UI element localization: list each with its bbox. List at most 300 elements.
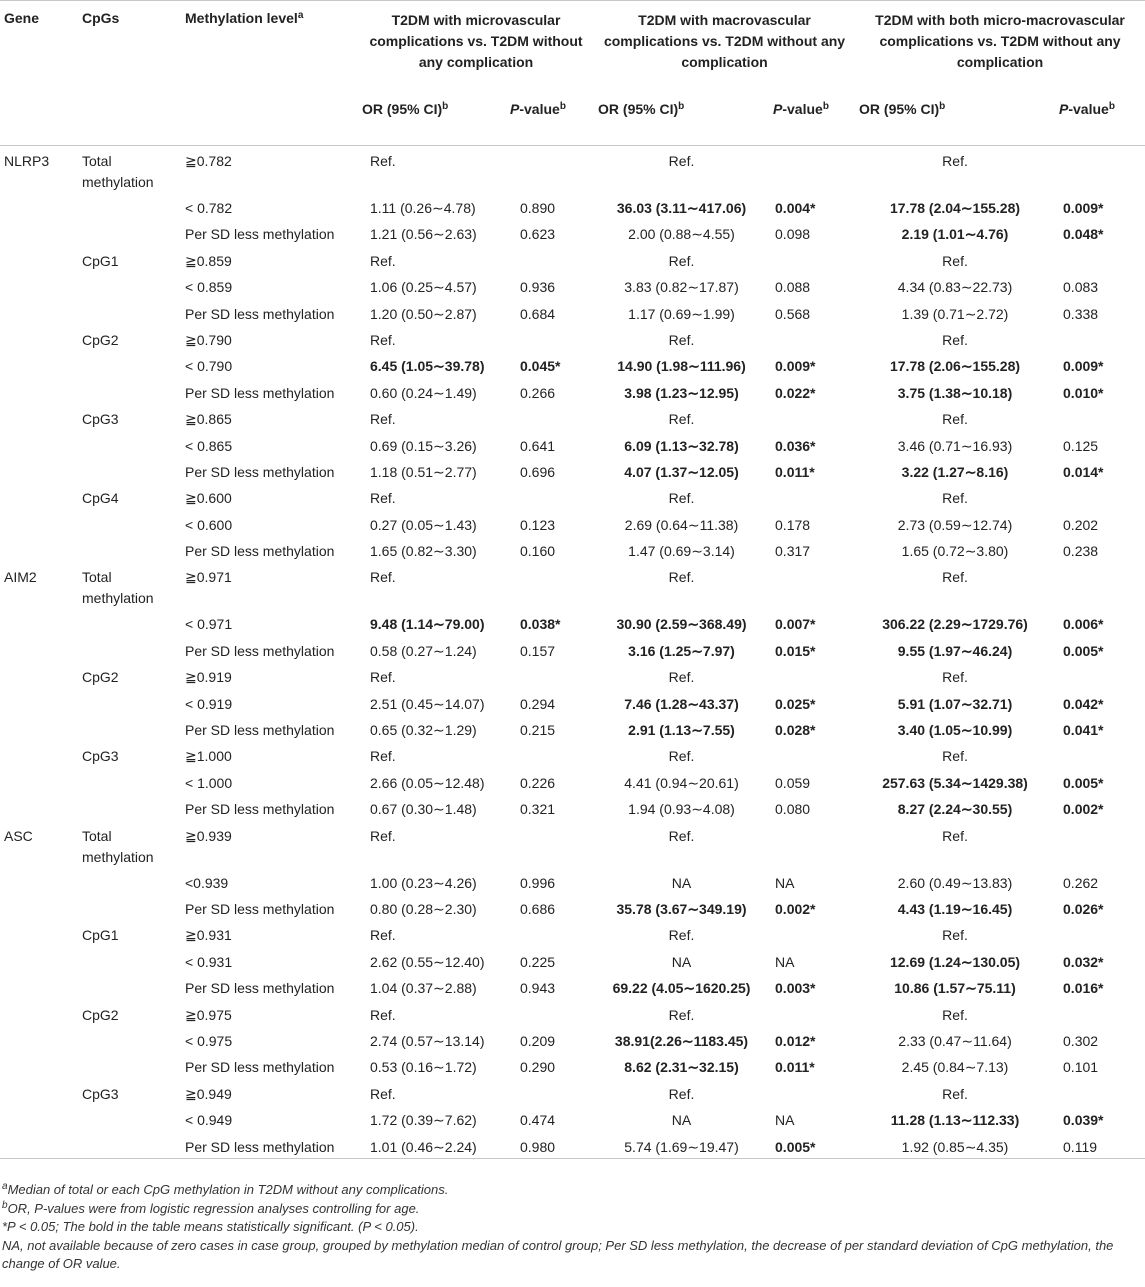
cpg-cell: Total methylation xyxy=(82,827,154,865)
methylation-level-cell: Per SD less methylation xyxy=(181,1132,358,1159)
gene-cell xyxy=(0,741,78,767)
both-or-cell: Ref. xyxy=(942,927,968,944)
p-label-rest: -value xyxy=(519,100,560,117)
cpg-cell xyxy=(78,299,181,325)
footnote-text: NA, not available because of zero cases in case group, grouped by methylation median of control group; Per SD less methylation, the decrease of per standard deviation of CpG methylation, the change of OR value. xyxy=(2,1237,1114,1271)
macro-or-cell: 35.78 (3.67∼349.19) xyxy=(616,900,747,917)
table-row xyxy=(0,1132,1145,1159)
micro-or-cell: Ref. xyxy=(370,669,396,686)
cpg-cell: CpG1 xyxy=(82,252,119,269)
macro-or-cell: 4.07 (1.37∼12.05) xyxy=(624,463,739,480)
macro-p-cell: 0.012* xyxy=(775,1032,816,1049)
gene-cell xyxy=(0,378,78,404)
gene-cell xyxy=(0,351,78,377)
methylation-level-cell: < 0.782 xyxy=(185,200,233,216)
methylation-level-cell: Per SD less methylation xyxy=(185,801,335,818)
gene-cell xyxy=(0,1132,78,1159)
both-or-cell: 1.92 (0.85∼4.35) xyxy=(855,1132,1055,1159)
cpg-cell: Total methylation xyxy=(82,569,154,607)
methylation-level-cell: Per SD less methylation xyxy=(185,900,335,917)
table-row xyxy=(0,868,1145,894)
macro-p-cell: NA xyxy=(775,953,795,970)
both-p-cell xyxy=(1055,246,1145,272)
both-p-cell xyxy=(1055,325,1145,351)
gene-cell xyxy=(0,272,78,298)
table-row xyxy=(0,920,1145,946)
macro-or-cell: 1.17 (0.69∼1.99) xyxy=(628,305,735,322)
macro-or-cell: NA xyxy=(671,874,692,891)
methylation-level-cell: <0.939 xyxy=(185,874,229,891)
micro-or-cell: 1.00 (0.23∼4.26) xyxy=(370,874,477,891)
both-or-cell: Ref. xyxy=(942,490,968,507)
both-or-cell: 17.78 (2.04∼155.28) xyxy=(889,200,1021,216)
both-or-cell: 2.45 (0.84∼7.13) xyxy=(901,1059,1009,1076)
table-row xyxy=(0,246,1145,272)
both-p-cell: 0.009* xyxy=(1063,358,1104,375)
both-p-cell xyxy=(1055,821,1145,868)
macro-p-cell xyxy=(769,404,855,430)
gene-cell xyxy=(0,510,78,536)
macro-or-cell: 5.74 (1.69∼19.47) xyxy=(594,1132,769,1159)
macro-or-cell: 2.91 (1.13∼7.55) xyxy=(628,722,735,739)
cpg-cell xyxy=(78,510,181,536)
both-p-cell: 0.083 xyxy=(1063,279,1099,296)
micro-or-cell: 1.11 (0.26∼4.78) xyxy=(370,200,476,216)
both-or-cell: Ref. xyxy=(942,252,968,269)
micro-p-cell: 0.209 xyxy=(520,1032,556,1049)
table-row xyxy=(0,404,1145,430)
cpg-cell xyxy=(78,431,181,457)
gene-cell xyxy=(0,483,78,509)
micro-or-cell: 0.58 (0.27∼1.24) xyxy=(370,642,477,659)
table-row xyxy=(0,299,1145,325)
methylation-level-cell: ≧0.790 xyxy=(185,331,232,348)
p-value-header xyxy=(506,97,594,146)
micro-or-cell: 1.72 (0.39∼7.62) xyxy=(370,1112,477,1129)
both-p-cell: 0.202 xyxy=(1063,516,1099,533)
methylation-level-cell: ≧0.919 xyxy=(185,669,232,686)
methylation-level-cell: < 0.975 xyxy=(185,1032,233,1049)
cpg-cell xyxy=(78,351,181,377)
cpg-cell: CpG3 xyxy=(82,1085,119,1102)
footnote-marker: b xyxy=(2,1199,8,1211)
macro-p-cell xyxy=(769,1000,855,1026)
macro-p-cell: 0.009* xyxy=(775,358,816,375)
both-p-cell: 0.039* xyxy=(1063,1112,1104,1129)
table-row xyxy=(0,1105,1145,1131)
gene-cell xyxy=(0,894,78,920)
macro-or-cell: Ref. xyxy=(668,331,695,348)
both-or-cell: Ref. xyxy=(942,569,968,586)
cpg-cell xyxy=(78,715,181,741)
both-p-cell: 0.041* xyxy=(1063,722,1104,739)
macro-or-cell: 3.98 (1.23∼12.95) xyxy=(624,384,739,401)
both-p-cell: 0.238 xyxy=(1063,543,1099,560)
cpg-cell xyxy=(78,794,181,820)
macro-p-cell: 0.007* xyxy=(775,616,816,633)
both-or-cell: 10.86 (1.57∼75.11) xyxy=(894,980,1016,997)
methylation-level-label: Methylation level xyxy=(185,10,298,26)
both-p-cell: 0.302 xyxy=(1063,1032,1099,1049)
macro-p-cell: 0.025* xyxy=(775,695,816,712)
cpg-cell xyxy=(78,378,181,404)
micro-or-cell: Ref. xyxy=(370,411,396,428)
p-sup: b xyxy=(1108,100,1115,112)
p-sup: b xyxy=(822,100,829,112)
both-p-cell: 0.006* xyxy=(1063,616,1104,633)
gene-cell: AIM2 xyxy=(4,569,37,586)
micro-p-cell: 0.980 xyxy=(506,1132,594,1159)
gene-cell xyxy=(0,794,78,820)
cpg-cell xyxy=(78,868,181,894)
or-header xyxy=(855,97,1055,146)
micro-p-cell xyxy=(506,821,594,868)
macro-p-cell: 0.036* xyxy=(775,437,816,454)
gene-cell xyxy=(0,1105,78,1131)
both-or-cell: Ref. xyxy=(942,153,968,169)
cpg-cell: CpG4 xyxy=(82,490,119,507)
table-row xyxy=(0,662,1145,688)
both-p-cell: 0.042* xyxy=(1063,695,1104,712)
macro-p-cell xyxy=(769,920,855,946)
methylation-level-cell: < 0.790 xyxy=(185,358,233,375)
gene-header: Gene xyxy=(0,1,78,97)
gene-cell: ASC xyxy=(4,827,33,844)
methylation-level-cell: ≧0.859 xyxy=(185,252,232,269)
macro-or-cell: Ref. xyxy=(668,927,695,944)
macro-p-cell: NA xyxy=(775,874,795,891)
footnote xyxy=(2,1218,1142,1237)
table-row xyxy=(0,1079,1145,1105)
micro-or-cell: Ref. xyxy=(370,569,396,586)
micro-or-cell: 0.27 (0.05∼1.43) xyxy=(370,516,477,533)
methylation-level-cell: < 0.600 xyxy=(185,516,233,533)
micro-or-cell: 0.65 (0.32∼1.29) xyxy=(370,722,477,739)
methylation-level-header xyxy=(181,1,358,97)
macro-p-cell xyxy=(769,741,855,767)
macro-or-cell: Ref. xyxy=(668,490,695,507)
methylation-level-cell: ≧0.931 xyxy=(185,927,232,944)
cpg-cell xyxy=(78,1052,181,1078)
both-or-cell: 3.46 (0.71∼16.93) xyxy=(897,437,1013,454)
methylation-level-cell: < 0.919 xyxy=(185,695,233,712)
footnote-text: Median of total or each CpG methylation in T2DM without any complications. xyxy=(7,1182,449,1197)
both-p-cell xyxy=(1055,404,1145,430)
methylation-level-cell: Per SD less methylation xyxy=(185,226,335,243)
micro-or-cell: Ref. xyxy=(370,927,396,944)
cpg-cell: CpG3 xyxy=(82,411,119,428)
gene-cell xyxy=(0,404,78,430)
micro-or-cell: Ref. xyxy=(370,748,396,765)
cpg-cell xyxy=(78,1132,181,1159)
methylation-level-cell: ≧0.939 xyxy=(185,827,232,844)
micro-p-cell: 0.215 xyxy=(520,722,556,739)
table-row xyxy=(0,1026,1145,1052)
macro-or-cell: 38.91(2.26∼1183.45) xyxy=(614,1032,749,1049)
table-row xyxy=(0,457,1145,483)
blank-header xyxy=(181,97,358,146)
micro-p-cell: 0.936 xyxy=(520,279,556,296)
micro-or-cell: 0.60 (0.24∼1.49) xyxy=(370,384,477,401)
micro-p-cell: 0.123 xyxy=(520,516,556,533)
macro-or-cell: 3.16 (1.25∼7.97) xyxy=(628,642,735,659)
cpg-cell xyxy=(78,973,181,999)
micro-or-cell: 2.51 (0.45∼14.07) xyxy=(370,695,485,712)
micro-p-cell: 0.623 xyxy=(520,226,556,243)
micro-p-cell xyxy=(506,146,594,194)
both-p-cell: 0.005* xyxy=(1063,642,1104,659)
macro-p-cell xyxy=(769,662,855,688)
methylation-level-cell: < 0.865 xyxy=(185,437,233,454)
gene-cell: NLRP3 xyxy=(4,153,50,169)
macro-p-cell: 0.317 xyxy=(775,543,811,560)
both-or-cell: 2.19 (1.01∼4.76) xyxy=(901,226,1009,243)
micro-p-cell: 0.226 xyxy=(520,774,556,791)
both-p-cell xyxy=(1055,146,1145,194)
macro-or-cell: 1.94 (0.93∼4.08) xyxy=(628,801,735,818)
micro-p-cell xyxy=(506,483,594,509)
footnote-marker: a xyxy=(2,1181,8,1192)
methylation-level-cell: < 0.859 xyxy=(185,279,233,296)
macro-or-cell: 6.09 (1.13∼32.78) xyxy=(624,437,739,454)
cpg-cell: Total methylation xyxy=(82,153,154,190)
gene-cell xyxy=(0,689,78,715)
both-or-cell: 9.55 (1.97∼46.24) xyxy=(897,642,1013,659)
macro-or-cell: 4.41 (0.94∼20.61) xyxy=(624,774,739,791)
or-sup: b xyxy=(442,100,449,112)
both-or-cell: 1.39 (0.71∼2.72) xyxy=(901,305,1009,322)
macro-p-cell xyxy=(769,1079,855,1105)
micro-p-cell xyxy=(506,325,594,351)
gene-cell xyxy=(0,1079,78,1105)
micro-or-cell: Ref. xyxy=(370,490,396,507)
both-p-cell: 0.048* xyxy=(1063,226,1104,243)
table-row xyxy=(0,1052,1145,1078)
macro-p-cell: 0.059 xyxy=(775,774,811,791)
macro-p-cell xyxy=(769,246,855,272)
or-label: OR (95% CI) xyxy=(598,100,679,117)
both-or-cell: Ref. xyxy=(942,331,968,348)
table-row xyxy=(0,768,1145,794)
table-row xyxy=(0,741,1145,767)
both-p-cell xyxy=(1055,562,1145,609)
macro-p-cell: 0.028* xyxy=(775,722,816,739)
both-or-cell: 12.69 (1.24∼130.05) xyxy=(889,953,1021,970)
both-or-cell: 257.63 (5.34∼1429.38) xyxy=(882,774,1028,791)
macro-p-cell xyxy=(769,562,855,609)
gene-cell xyxy=(0,1000,78,1026)
blank-header xyxy=(78,97,181,146)
micro-or-cell: 1.18 (0.51∼2.77) xyxy=(370,463,477,480)
methylation-level-cell: Per SD less methylation xyxy=(185,1059,335,1076)
both-or-cell: 3.22 (1.27∼8.16) xyxy=(901,463,1009,480)
footnotes xyxy=(2,1181,1142,1274)
macro-or-cell: Ref. xyxy=(668,411,695,428)
both-p-cell: 0.032* xyxy=(1063,953,1104,970)
both-or-cell: Ref. xyxy=(942,748,968,765)
both-or-cell: 4.43 (1.19∼16.45) xyxy=(897,900,1013,917)
both-p-cell: 0.125 xyxy=(1063,437,1099,454)
both-p-cell: 0.009* xyxy=(1063,200,1104,216)
macro-or-cell: Ref. xyxy=(668,669,695,686)
micro-or-cell: Ref. xyxy=(370,827,396,844)
macro-p-cell: 0.568 xyxy=(775,305,811,322)
table-body xyxy=(0,146,1145,1159)
macro-or-cell: 2.00 (0.88∼4.55) xyxy=(628,226,735,243)
both-or-cell: 2.60 (0.49∼13.83) xyxy=(897,874,1013,891)
methylation-level-cell: ≧0.600 xyxy=(185,490,232,507)
micro-p-cell: 0.038* xyxy=(520,616,561,633)
both-p-cell: 0.014* xyxy=(1063,463,1104,480)
macro-p-cell: 0.015* xyxy=(775,642,816,659)
both-p-cell xyxy=(1055,741,1145,767)
macro-or-cell: 1.47 (0.69∼3.14) xyxy=(628,543,735,560)
or-header xyxy=(594,97,769,146)
macro-p-cell xyxy=(769,146,855,194)
macro-or-cell: Ref. xyxy=(668,748,695,765)
both-or-cell: 1.65 (0.72∼3.80) xyxy=(901,543,1009,560)
micro-p-cell: 0.160 xyxy=(520,543,556,560)
macro-or-cell: Ref. xyxy=(668,153,695,169)
p-value-header xyxy=(1055,97,1145,146)
footnote xyxy=(2,1181,1142,1200)
macro-p-cell: 0.011* xyxy=(775,1059,815,1076)
cpg-cell xyxy=(78,536,181,562)
cpg-cell: CpG3 xyxy=(82,748,119,765)
macro-p-cell: 0.004* xyxy=(775,200,816,216)
methylation-level-sup: a xyxy=(297,10,304,21)
macro-or-cell: 36.03 (3.11∼417.06) xyxy=(616,200,747,216)
gene-cell xyxy=(0,193,78,219)
cpg-cell xyxy=(78,689,181,715)
both-or-cell: 2.33 (0.47∼11.64) xyxy=(898,1032,1012,1049)
cpg-cell: CpG2 xyxy=(82,1006,119,1023)
gene-cell xyxy=(0,431,78,457)
micro-or-cell: 1.04 (0.37∼2.88) xyxy=(370,980,477,997)
macro-p-cell: 0.002* xyxy=(775,900,816,917)
both-or-cell: 8.27 (2.24∼30.55) xyxy=(897,801,1013,818)
methylation-level-cell: ≧0.865 xyxy=(185,411,232,428)
methylation-level-cell: Per SD less methylation xyxy=(185,305,335,322)
table-row xyxy=(0,219,1145,245)
table-row xyxy=(0,510,1145,536)
macro-p-cell: 0.178 xyxy=(775,516,811,533)
micro-p-cell: 0.474 xyxy=(520,1112,556,1129)
both-p-cell xyxy=(1055,1079,1145,1105)
table-row xyxy=(0,146,1145,194)
gene-cell xyxy=(0,868,78,894)
gene-cell xyxy=(0,715,78,741)
cpg-cell xyxy=(78,1105,181,1131)
gene-cell xyxy=(0,768,78,794)
both-or-cell: Ref. xyxy=(942,411,968,428)
macro-or-cell: Ref. xyxy=(668,1085,695,1102)
both-p-cell: 0.338 xyxy=(1063,305,1099,322)
micro-or-cell: 1.65 (0.82∼3.30) xyxy=(370,543,477,560)
both-or-cell: Ref. xyxy=(942,1006,968,1023)
micro-p-cell xyxy=(506,1000,594,1026)
micro-or-cell: Ref. xyxy=(370,1006,396,1023)
both-or-cell: Ref. xyxy=(942,1085,968,1102)
table-row xyxy=(0,562,1145,609)
gene-cell xyxy=(0,1052,78,1078)
micro-or-cell: 9.48 (1.14∼79.00) xyxy=(370,616,485,633)
both-or-cell: 4.34 (0.83∼22.73) xyxy=(897,279,1013,296)
macro-p-cell: 0.088 xyxy=(775,279,811,296)
micro-p-cell xyxy=(506,246,594,272)
blank-header xyxy=(0,97,78,146)
both-p-cell xyxy=(1055,920,1145,946)
gene-cell xyxy=(0,246,78,272)
micro-p-cell: 0.294 xyxy=(520,695,556,712)
table-row xyxy=(0,973,1145,999)
cpg-cell xyxy=(78,894,181,920)
micro-or-cell: 1.01 (0.46∼2.24) xyxy=(358,1132,506,1159)
micro-p-cell: 0.996 xyxy=(520,874,556,891)
both-p-cell: 0.016* xyxy=(1063,980,1104,997)
macro-p-cell xyxy=(769,325,855,351)
cpg-cell xyxy=(78,219,181,245)
both-p-cell xyxy=(1055,1000,1145,1026)
macro-or-cell: 2.69 (0.64∼11.38) xyxy=(624,516,739,533)
table-row xyxy=(0,636,1145,662)
macro-p-cell: 0.005* xyxy=(769,1132,855,1159)
cpg-cell xyxy=(78,1026,181,1052)
table-row xyxy=(0,378,1145,404)
micro-or-cell: 0.67 (0.30∼1.48) xyxy=(370,801,477,818)
micro-p-cell: 0.890 xyxy=(520,200,556,216)
micro-p-cell xyxy=(506,662,594,688)
methylation-level-cell: < 1.000 xyxy=(185,774,233,791)
group-header-micro: T2DM with microvascular complications vs. T2DM without any complication xyxy=(358,1,594,97)
table-row xyxy=(0,947,1145,973)
both-p-cell: 0.119 xyxy=(1055,1132,1145,1159)
header-row-measures xyxy=(0,97,1145,146)
both-p-cell: 0.010* xyxy=(1063,384,1104,401)
macro-or-cell: NA xyxy=(671,1112,692,1129)
micro-or-cell: 2.66 (0.05∼12.48) xyxy=(370,774,485,791)
both-or-cell: 11.28 (1.13∼112.33) xyxy=(890,1112,1020,1129)
table-row xyxy=(0,715,1145,741)
table-row xyxy=(0,272,1145,298)
methylation-level-cell: Per SD less methylation xyxy=(185,722,335,739)
footnote-text: *P < 0.05; The bold in the table means statistically significant. (P < 0.05). xyxy=(2,1219,419,1234)
methylation-level-cell: ≧0.971 xyxy=(185,569,232,586)
gene-cell xyxy=(0,219,78,245)
methylation-level-cell: Per SD less methylation xyxy=(185,980,335,997)
both-or-cell: 5.91 (1.07∼32.71) xyxy=(897,695,1013,712)
micro-or-cell: Ref. xyxy=(370,331,396,348)
both-or-cell: Ref. xyxy=(942,827,968,844)
micro-p-cell xyxy=(506,404,594,430)
gene-cell xyxy=(0,609,78,635)
macro-or-cell: Ref. xyxy=(668,1006,695,1023)
micro-or-cell: 2.62 (0.55∼12.40) xyxy=(370,953,485,970)
cpg-cell: CpG2 xyxy=(82,669,119,686)
micro-p-cell: 0.157 xyxy=(520,642,556,659)
both-p-cell: 0.026* xyxy=(1063,900,1104,917)
micro-or-cell: Ref. xyxy=(370,252,396,269)
gene-cell xyxy=(0,636,78,662)
group-header-both: T2DM with both micro-macrovascular complications vs. T2DM without any complication xyxy=(855,1,1145,97)
micro-p-cell: 0.686 xyxy=(520,900,556,917)
or-label: OR (95% CI) xyxy=(362,100,443,117)
methylation-level-cell: ≧1.000 xyxy=(185,748,232,765)
micro-p-cell: 0.943 xyxy=(520,980,556,997)
cpg-cell xyxy=(78,768,181,794)
or-label: OR (95% CI) xyxy=(859,100,940,117)
cpg-cell xyxy=(78,457,181,483)
